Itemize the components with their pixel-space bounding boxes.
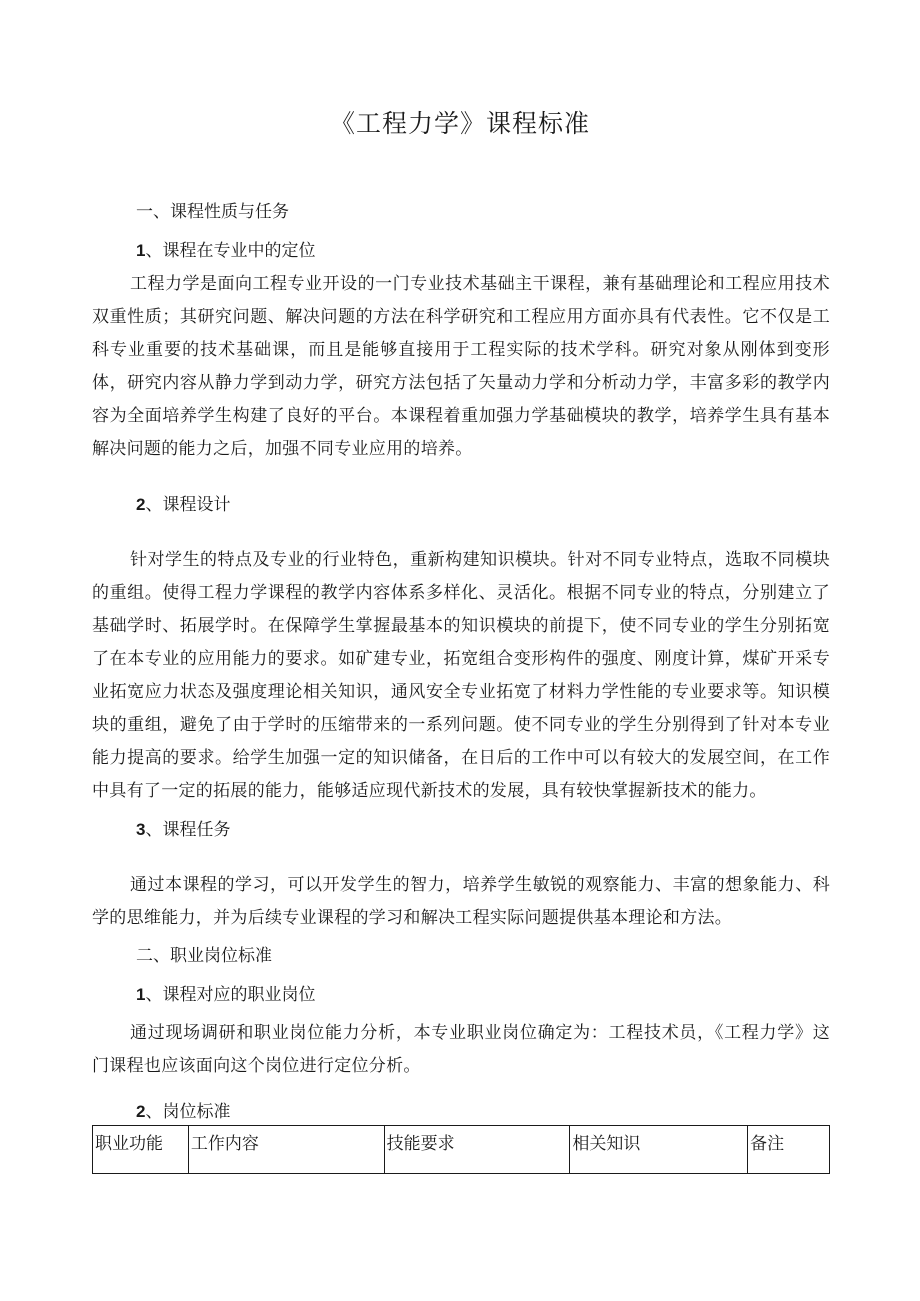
subsection-heading-course-design [92,488,830,522]
subsection-label: 、课程任务 [145,820,231,840]
subsection-label: 、课程对应的职业岗位 [145,985,316,1005]
subsection-heading-position-standards [92,1095,830,1129]
section-heading-job-standards: 二、职业岗位标准 [136,946,272,966]
subsection-label: 、课程在专业中的定位 [145,241,316,261]
paragraph-job-positions: 通过现场调研和职业岗位能力分析，本专业职业岗位确定为：工程技术员，《工程力学》这门课程也应该面向这个岗位进行定位分析。 [92,1023,830,1076]
document-title: 《工程力学》课程标准 [329,109,590,138]
header-related-knowledge: 相关知识 [570,1126,748,1174]
subsection-number: 3 [136,820,146,839]
paragraph-course-tasks: 通过本课程的学习，可以开发学生的智力，培养学生敏锐的观察能力、丰富的想象能力、科学的思维能力，并为后续专业课程的学习和解决工程实际问题提供基本理论和方法。 [92,875,830,928]
header-remarks: 备注 [748,1126,830,1174]
subsection-number: 2 [136,1102,146,1121]
subsection-heading-positioning [92,234,830,268]
subsection-label: 、岗位标准 [145,1102,231,1122]
subsection-number: 2 [136,495,146,514]
subsection-number: 1 [136,241,146,260]
subsection-number: 1 [136,985,146,1004]
paragraph-course-design: 针对学生的特点及专业的行业特色，重新构建知识模块。针对不同专业特点，选取不同模块的重组。使得工程力学课程的教学内容体系多样化、灵活化。根据不同专业的特点，分别建立了基础学时、拓展学时。在保障学生掌握最基本的知识模块的前提下，使不同专业的学生分别拓宽了在本专业的应用能力的要求。如矿建专业，拓宽组合变形构件的强度、刚度计算，煤矿开采专业拓宽应力状态及强度理论相关知识，通风安全专业拓宽了材料力学性能的专业要求等。知识模块的重组，避免了由于学时的压缩带来的一系列问题。使不同专业的学生分别得到了针对本专业能力提高的要求。给学生加强一定的知识储备，在日后的工作中可以有较大的发展空间，在工作中具有了一定的拓展的能力，能够适应现代新技术的发展，具有较快掌握新技术的能力。 [92,550,830,801]
position-standards-table [92,1125,830,1174]
table-header-row [93,1126,830,1174]
header-job-function: 职业功能 [93,1126,189,1174]
section-heading-nature-and-tasks: 一、课程性质与任务 [136,202,289,222]
subsection-heading-job-positions [92,978,830,1012]
subsection-label: 、课程设计 [145,495,231,515]
paragraph-positioning: 工程力学是面向工程专业开设的一门专业技术基础主干课程，兼有基础理论和工程应用技术双重性质；其研究问题、解决问题的方法在科学研究和工程应用方面亦具有代表性。它不仅是工科专业重要的技术基础课，而且是能够直接用于工程实际的技术学科。研究对象从刚体到变形体，研究内容从静力学到动力学，研究方法包括了矢量动力学和分析动力学，丰富多彩的教学内容为全面培养学生构建了良好的平台。本课程着重加强力学基础模块的教学，培养学生具有基本解决问题的能力之后，加强不同专业应用的培养。 [92,274,830,459]
document-body [92,196,830,1174]
header-skill-requirements: 技能要求 [384,1126,570,1174]
subsection-heading-course-tasks [92,813,830,847]
header-work-content: 工作内容 [188,1126,384,1174]
